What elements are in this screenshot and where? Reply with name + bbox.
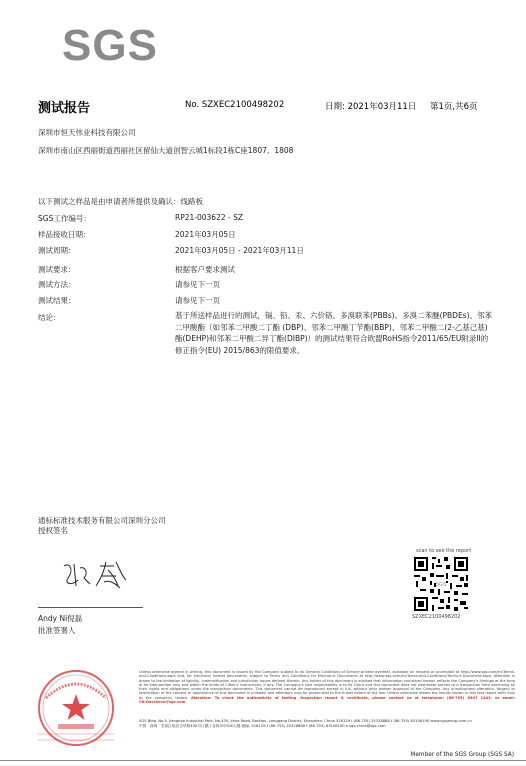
footer-addresses: [139, 719, 519, 729]
qr-code-icon[interactable]: [412, 555, 470, 613]
signature-line: [38, 607, 143, 608]
company-seal-icon: [36, 668, 116, 748]
qr-caption: scan to see the report: [416, 548, 472, 554]
disclaimer-text: Unless otherwise agreed in writing, this document is issued by the Company subject to its General Conditions of Service printed overleaf, available on request or accessible at http://www.sgs.com/en/Terms-and-Conditions.aspx and, for electronic format documents, subject to Terms and Conditions for Electronic Documents at http://www.sgs.com/en/Terms-and-Conditions/Terms-e-Document.aspx. Attention is drawn to the limitation of liability, indemnification and jurisdiction issues defined therein. Any holder of this document is advised that information contained hereon reflects the Company's findings at the time of its intervention only and within the limits of Client's instructions, if any. The Company's sole responsibility is to its Client and this document does not exonerate parties to a transaction from exercising all their rights and obligations under the transaction documents. This document cannot be reproduced except in full, without prior written approval of the Company. Any unauthorized alteration, forgery or falsification of the content or appearance of this document is unlawful and offenders may be prosecuted to the fullest extent of the law. Unless otherwise stated the results shown in this test report refer only to the sample(s) tested.: [139, 670, 515, 700]
legal-disclaimer: [139, 670, 515, 704]
authorized-signature-label: 授权签名: [38, 526, 68, 535]
page-indicator: 第1页,共6页: [430, 102, 478, 112]
row-value-received: 2021年03月05日: [175, 230, 236, 239]
svg-text:SGS: SGS: [435, 582, 447, 589]
row-label-requirement: 测试要求：: [38, 265, 76, 274]
row-label-period: 测试周期：: [38, 246, 76, 255]
handwritten-signature: [56, 556, 136, 596]
client-address: 深圳市南山区西丽街道西丽社区留仙大道创智云城1标段1栋C座1807、1808: [38, 146, 294, 155]
row-value-period: 2021年03月05日 - 2021年03月11日: [175, 246, 304, 255]
signer-title: 批准签署人: [38, 626, 76, 635]
row-label-job-no: SGS工作编号：: [38, 214, 91, 223]
address-english: SGS Bldg. No.4, Jianghao Industrial Park, No.430, Jihua Road, Bantian, Longgang District, Shenzhen, China 518129 t (86-755) 25328888 f (86-755) 83106190 www.sgsgroup.com.cn: [139, 719, 472, 723]
row-label-received: 样品接收日期：: [38, 230, 91, 239]
report-number: No. SZXEC2100498202: [185, 100, 285, 110]
qr-report-id: SZXEC2100498202: [412, 614, 461, 620]
conclusion-label: 结论：: [38, 313, 61, 322]
sgs-group-member: Member of the SGS Group (SGS SA): [410, 752, 514, 758]
row-value-job-no: RP21-003622 - SZ: [175, 213, 243, 222]
signing-organization: [38, 516, 166, 536]
signer-name: Andy Ni倪磊: [38, 614, 83, 623]
conclusion-text: 基于所送样品进行的测试，镉、铅、汞、六价铬、多溴联苯(PBBs)、多溴二苯醚(PBDEs)、邻苯二甲酸酯（如邻苯二甲酸二丁酯 (DBP)、邻苯二甲酸丁苄酯(BBP)、邻苯二甲酸二(2-乙基己基)酯(DEHP)和邻苯二甲酸二异丁酯(DIBP)）的测试结果符合欧盟RoHS指令2011/65/EU附录II的修正指令(EU) 2015/863的限值要求。: [175, 311, 493, 355]
row-label-method: 测试方法：: [38, 280, 76, 289]
sgs-logo: SGS: [62, 21, 158, 70]
report-date: 日期: 2021年03月11日: [325, 102, 417, 112]
sample-intro: 以下测试之样品是由申请者所提供及确认：线路板: [38, 197, 203, 206]
organization-name: 通标标准技术服务有限公司深圳分公司: [38, 516, 166, 525]
authenticity-attention: Attention: To check the authenticity of testing /inspection report & certificate, please contact us at telephone: (86-755) 8307 1443, or email: CN.Doccheck@sgs.com: [139, 695, 515, 705]
bottom-divider: [0, 760, 526, 761]
address-chinese: 中国 · 深圳 · 龙岗区坂田吉华路430号江灏工业园4号SGS大楼 邮编: 518129 t (86-755) 25328888 f (86-755) 83106190 e sgs.china@sgs.com: [139, 724, 386, 728]
row-value-requirement: 根据客户要求测试: [175, 265, 235, 274]
row-label-result: 测试结果：: [38, 296, 76, 305]
client-name: 深圳市恒天伟业科技有限公司: [38, 128, 136, 137]
report-title: 测试报告: [38, 101, 91, 116]
row-value-method: 请参见下一页: [175, 280, 220, 289]
row-value-result: 请参见下一页: [175, 296, 220, 305]
